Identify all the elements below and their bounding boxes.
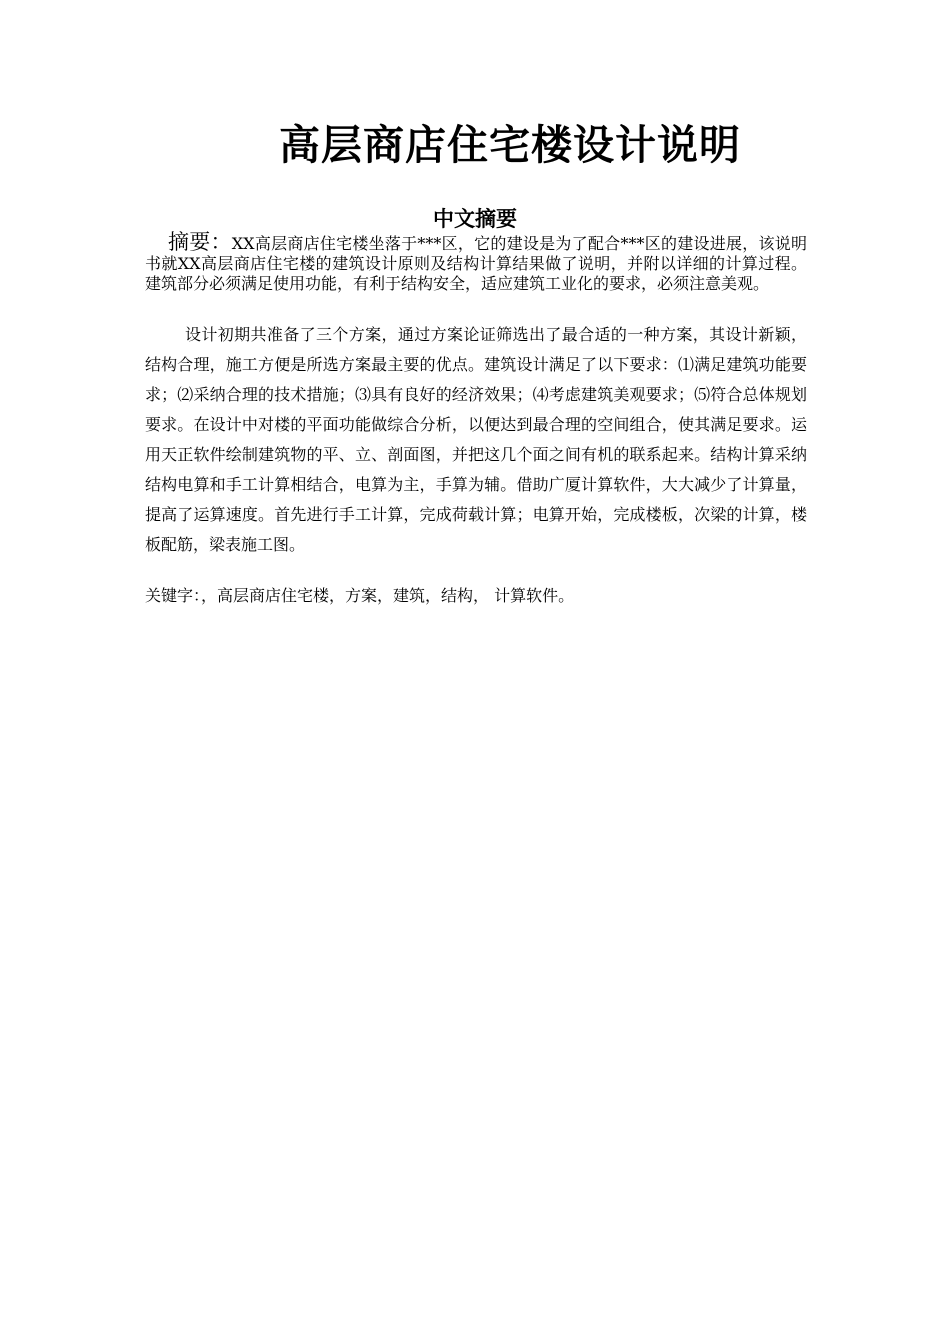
abstract-intro-text: XX高层商店住宅楼坐落于***区，它的建设是为了配合***区的建设进展，该说明书就XX高层商店住宅楼的建筑设计原则及结构计算结果做了说明，并附以详细的计算过程。建筑部分必须满足使用功能，有利于结构安全，适应建筑工业化的要求，必须注意美观。 [145,234,807,293]
abstract-intro-paragraph [145,232,807,294]
abstract-heading: 中文摘要 [433,207,517,231]
keywords-line: 关键字：，高层商店住宅楼，方案，建筑，结构， 计算软件。 [145,586,575,605]
document-title: 高层商店住宅楼设计说明 [279,121,741,169]
abstract-body-paragraph: 设计初期共准备了三个方案，通过方案论证筛选出了最合适的一种方案，其设计新颖，结构合理，施工方便是所选方案最主要的优点。建筑设计满足了以下要求：⑴满足建筑功能要求；⑵采纳合理的技术措施；⑶具有良好的经济效果；⑷考虑建筑美观要求；⑸符合总体规划要求。在设计中对楼的平面功能做综合分析，以便达到最合理的空间组合，使其满足要求。运用天正软件绘制建筑物的平、立、剖面图，并把这几个面之间有机的联系起来。结构计算采纳结构电算和手工计算相结合，电算为主，手算为辅。借助广厦计算软件，大大减少了计算量，提高了运算速度。首先进行手工计算，完成荷载计算；电算开始，完成楼板，次梁的计算，楼板配筋，梁表施工图。 [145,325,807,554]
abstract-label: 摘要： [168,230,232,254]
